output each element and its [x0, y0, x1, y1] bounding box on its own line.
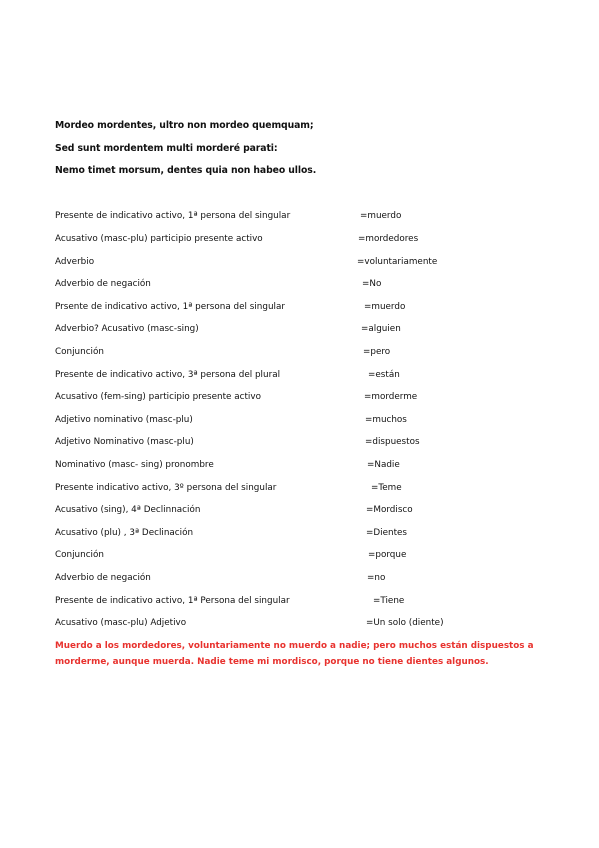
analysis-row: [55, 595, 575, 607]
analysis-row: [55, 323, 575, 335]
analysis-description: Presente de indicativo activo, 1ª Persona del singular: [55, 596, 290, 606]
analysis-value: =Tiene: [373, 596, 405, 606]
analysis-description: Acusativo (sing), 4ª Declinnación: [55, 505, 201, 515]
analysis-value: =mordedores: [358, 234, 419, 244]
analysis-description: Adverbio de negación: [55, 279, 151, 289]
analysis-row: [55, 436, 575, 448]
analysis-description: Nominativo (masc- sing) pronombre: [55, 460, 214, 470]
analysis-value: =están: [368, 370, 400, 380]
analysis-row: [55, 210, 575, 222]
analysis-description: Conjunción: [55, 550, 104, 560]
analysis-description: Adjetivo nominativo (masc-plu): [55, 415, 193, 425]
analysis-row: [55, 414, 575, 426]
analysis-description: Adjetivo Nominativo (masc-plu): [55, 437, 194, 447]
analysis-description: Acusativo (masc-plu) participio presente activo: [55, 234, 263, 244]
analysis-row: [55, 482, 575, 494]
analysis-value: =muerdo: [360, 211, 402, 221]
spanish-translation: Muerdo a los mordedores, voluntariamente no muerdo a nadie; pero muchos están dispuestos a morderme, aunque muerda. Nadie teme mi mordisco, porque no tiene dientes algunos.: [55, 641, 534, 667]
analysis-description: Presente de indicativo activo, 1ª persona del singular: [55, 211, 291, 221]
analysis-row: [55, 346, 575, 358]
analysis-description: Conjunción: [55, 347, 104, 357]
analysis-value: =pero: [363, 347, 391, 357]
analysis-value: =porque: [368, 550, 407, 560]
analysis-value: =muerdo: [364, 302, 406, 312]
analysis-value: =dispuestos: [365, 437, 420, 447]
analysis-row: [55, 572, 575, 584]
analysis-description: Adverbio de negación: [55, 573, 151, 583]
analysis-row: [55, 369, 575, 381]
analysis-row: [55, 256, 575, 268]
analysis-description: Presente indicativo activo, 3º persona del singular: [55, 483, 277, 493]
analysis-description: Prsente de indicativo activo, 1ª persona del singular: [55, 302, 285, 312]
analysis-value: =morderme: [364, 392, 418, 402]
latin-verse-line-2: Sed sunt mordentem multi morderé parati:: [55, 143, 278, 154]
analysis-description: Adverbio: [55, 257, 95, 267]
analysis-value: =alguien: [361, 324, 401, 334]
analysis-value: =voluntariamente: [357, 257, 438, 267]
analysis-row: [55, 549, 575, 561]
analysis-description: Presente de indicativo activo, 3ª persona del plural: [55, 370, 281, 380]
analysis-value: =Mordisco: [366, 505, 413, 515]
analysis-row: [55, 459, 575, 471]
analysis-row: [55, 504, 575, 516]
analysis-description: Acusativo (masc-plu) Adjetivo: [55, 618, 187, 628]
analysis-value: =no: [367, 573, 386, 583]
analysis-value: =No: [362, 279, 382, 289]
analysis-row: [55, 278, 575, 290]
analysis-description: Adverbio? Acusativo (masc-sing): [55, 324, 199, 334]
analysis-row: [55, 527, 575, 539]
analysis-row: [55, 617, 575, 629]
analysis-value: =Teme: [371, 483, 402, 493]
analysis-row: [55, 301, 575, 313]
analysis-row: [55, 233, 575, 245]
latin-verse-line-3: Nemo timet morsum, dentes quia non habeo ullos.: [55, 165, 317, 176]
analysis-description: Acusativo (fem-sing) participio presente activo: [55, 392, 261, 402]
analysis-value: =Dientes: [366, 528, 408, 538]
analysis-description: Acusativo (plu) , 3ª Declinación: [55, 528, 194, 538]
analysis-value: =Nadie: [367, 460, 400, 470]
latin-verse-line-1: Mordeo mordentes, ultro non mordeo quemquam;: [55, 120, 314, 131]
analysis-value: =Un solo (diente): [366, 618, 444, 628]
analysis-value: =muchos: [365, 415, 407, 425]
analysis-row: [55, 391, 575, 403]
